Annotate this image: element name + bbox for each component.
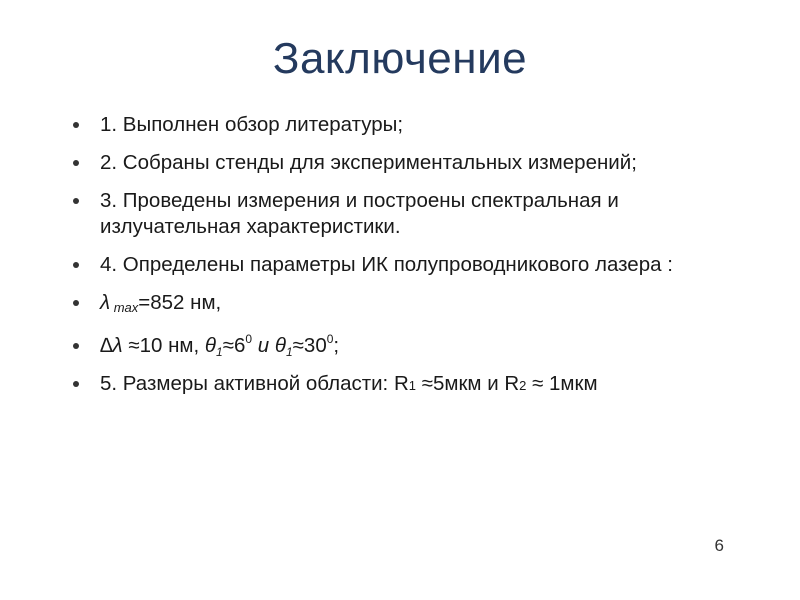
degree-superscript: 0 xyxy=(326,332,334,346)
active-region-text: ≈ 1мкм xyxy=(526,372,598,395)
bullet-dot-icon xyxy=(73,262,79,268)
bullet-text: 3. Проведены измерения и построены спектральная и излучательная характеристики. xyxy=(100,189,619,238)
r2-subscript: 2 xyxy=(519,378,527,393)
divergence-value-2: ≈30 xyxy=(292,334,327,357)
degree-superscript: 0 xyxy=(245,332,253,346)
bullet-text: 2. Собраны стенды для экспериментальных измерений; xyxy=(100,151,637,174)
theta-subscript: 1 xyxy=(285,345,293,359)
bullet-text: 1. Выполнен обзор литературы; xyxy=(100,113,404,136)
divergence-value-1: ≈6 xyxy=(222,334,246,357)
bullet-dot-icon xyxy=(73,343,79,349)
theta-symbol: θ xyxy=(204,334,217,357)
active-region-text: ≈5мкм и R xyxy=(416,372,520,395)
theta-symbol: θ xyxy=(274,334,286,357)
bullet-dot-icon xyxy=(73,122,79,128)
delta-lambda-symbol: ∆λ xyxy=(100,334,123,357)
bullet-dot-icon xyxy=(73,381,79,387)
bullet-item xyxy=(72,112,752,138)
linewidth-value: ≈10 нм, xyxy=(122,334,205,357)
punctuation: ; xyxy=(333,334,340,357)
bullet-item xyxy=(72,150,752,176)
lambda-symbol: λ xyxy=(100,291,111,314)
bullet-item xyxy=(72,188,752,240)
lambda-max-subscript: max xyxy=(110,300,139,315)
bullet-item xyxy=(72,252,752,278)
conjunction-text: и xyxy=(252,334,275,357)
bullet-item xyxy=(72,371,752,399)
bullet-item xyxy=(72,333,752,359)
page-number: 6 xyxy=(714,536,724,555)
bullet-dot-icon xyxy=(73,160,79,166)
theta-subscript: 1 xyxy=(216,345,223,359)
active-region-text: 5. Размеры активной области: R xyxy=(100,372,409,395)
bullet-list xyxy=(72,112,752,411)
r1-subscript: 1 xyxy=(408,378,416,393)
slide-title: Заключение xyxy=(272,34,528,83)
bullet-dot-icon xyxy=(73,198,79,204)
bullet-item xyxy=(72,290,752,321)
bullet-dot-icon xyxy=(73,300,79,306)
bullet-text: 4. Определены параметры ИК полупроводникового лазера : xyxy=(100,253,673,276)
wavelength-value: =852 нм, xyxy=(138,291,222,314)
